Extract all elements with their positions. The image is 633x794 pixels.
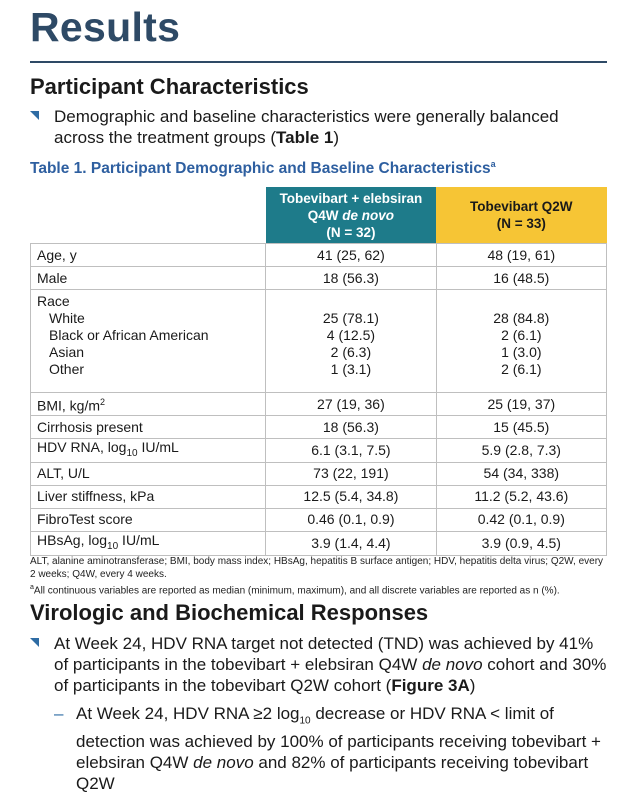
characteristics-bullet	[30, 106, 607, 148]
table-row: Cirrhosis present 18 (56.3) 15 (45.5)	[31, 416, 607, 439]
triangle-bullet-icon	[30, 111, 39, 120]
tnd-bullet	[30, 633, 607, 696]
characteristics-bullet-text: Demographic and baseline characteristics were generally balanced across the treatment groups (Table 1)	[54, 107, 559, 147]
column-header-q2w: Tobevibart Q2W (N = 33)	[436, 187, 606, 244]
table-row: ALT, U/L 73 (22, 191) 54 (34, 338)	[31, 462, 607, 485]
table-row: Male 18 (56.3) 16 (48.5)	[31, 267, 607, 290]
title-divider	[30, 61, 607, 63]
statistics-footnote: $^a$All continuous variables are reported as median (minimum, maximum), and all discrete variables are reported as n (%).	[30, 584, 560, 597]
table-ref: Table 1	[276, 128, 334, 147]
table-row-race: Race White Black or African American Asian Other 25 (78.1) 4 (12.5) 2 (6.3) 1 (3.1) 28 (84.8) 2 (6.1) 1 (3.0) 2 (6.1)	[31, 290, 607, 393]
log-decrease-subbullet	[54, 703, 604, 794]
table-row: Liver stiffness, kPa 12.5 (5.4, 34.8) 11.2 (5.2, 43.6)	[31, 485, 607, 508]
participant-characteristics-heading: Participant Characteristics	[30, 74, 309, 99]
figure-ref: Figure 3A	[391, 676, 470, 695]
log-decrease-text: At Week 24, HDV RNA ≥2 $\log_{10}$ decrease or HDV RNA < limit of detection was achieved by 100% of participants receiving tobevibart + elebsiran Q4W de novo and 82% of participants receiving tobevibart Q2W	[76, 704, 601, 794]
table-row: Age, y 41 (25, 62) 48 (19, 61)	[31, 244, 607, 267]
table-row: FibroTest score 0.46 (0.1, 0.9) 0.42 (0.1, 0.9)	[31, 508, 607, 531]
tnd-bullet-text: At Week 24, HDV RNA target not detected (TND) was achieved by 41% of participants in the tobevibart + elebsiran Q4W de novo cohort and 30% of participants in the tobevibart Q2W cohort (Figure 3A)	[54, 634, 607, 695]
table-row: HBsAg, $\log_{10} IU/mL$ 3.9 (1.4, 4.4) 3.9 (0.9, 4.5)	[31, 531, 607, 555]
column-header-combo: Tobevibart + elebsiran Q4W de novo (N = 32)	[266, 187, 436, 244]
dash-bullet-icon: –	[54, 704, 64, 723]
page-title: Results	[30, 4, 181, 50]
characteristics-table	[30, 187, 607, 556]
virologic-responses-heading: Virologic and Biochemical Responses	[30, 600, 429, 625]
table-title: Table 1. Participant Demographic and Baseline Characteristics$^a$	[30, 159, 496, 178]
triangle-bullet-icon	[30, 638, 39, 647]
table-row: BMI, $kg/m^2$ 27 (19, 36) 25 (19, 37)	[31, 393, 607, 416]
abbreviations-footnote: ALT, alanine aminotransferase; BMI, body mass index; HBsAg, hepatitis B surface antigen; HDV, hepatitis delta virus; Q2W, every 2 weeks; Q4W, every 4 weeks.	[30, 556, 604, 580]
table-row: HDV RNA, $\log_{10} IU/mL$ 6.1 (3.1, 7.5) 5.9 (2.8, 7.3)	[31, 439, 607, 463]
table-corner	[31, 187, 266, 244]
